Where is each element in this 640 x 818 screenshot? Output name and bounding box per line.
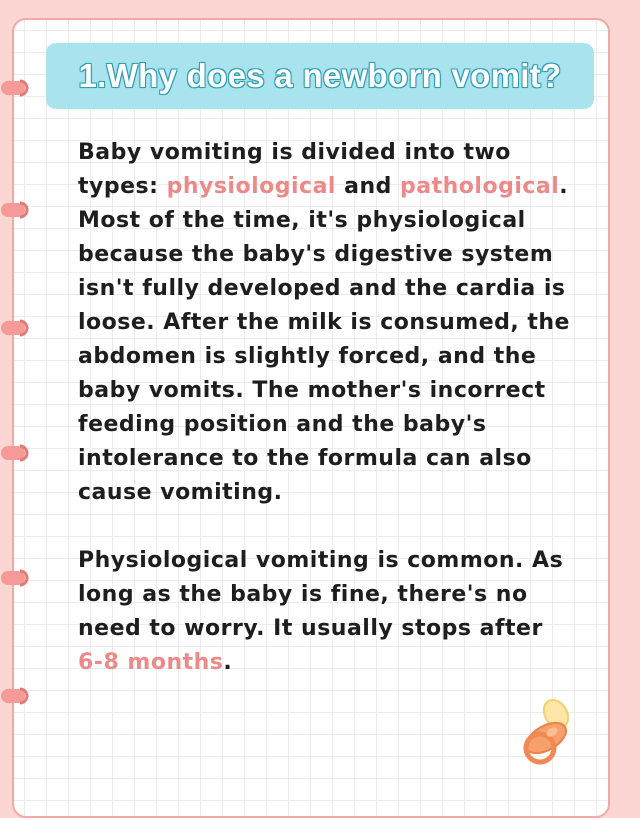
binder-ring-icon	[0, 200, 34, 220]
paragraph-text: . Most of the time, it's physiological because the baby's digestive system isn't fully developed and the cardia is loose. After the milk is consumed, the abdomen is slightly forced, and the baby vomits. The mother's incorrect feeding position and the baby's intolerance to the formula can also cause vomiting.	[78, 174, 570, 505]
paragraph-text: .	[223, 650, 233, 675]
title-banner	[46, 43, 594, 109]
binder-ring-icon	[0, 568, 34, 588]
highlight-pathological: pathological	[400, 174, 560, 199]
highlight-physiological: physiological	[166, 174, 336, 199]
page-title: 1.Why does a newborn vomit?	[78, 57, 562, 94]
paragraph-common	[78, 544, 570, 680]
highlight-months: 6-8 months	[78, 650, 224, 675]
binder-ring-icon	[0, 78, 34, 98]
paragraph-text: Baby vomiting is divided into two types:	[78, 140, 511, 199]
paragraph-types	[78, 136, 570, 510]
paragraph-text: and	[335, 174, 401, 199]
pacifier-icon	[516, 692, 596, 772]
binder-ring-icon	[0, 443, 34, 463]
paragraph-text: Physiological vomiting is common. As long as the baby is fine, there's no need to worry. It usually stops after	[78, 548, 564, 641]
article-body	[78, 136, 570, 680]
binder-ring-icon	[0, 318, 34, 338]
binder-ring-icon	[0, 686, 34, 706]
